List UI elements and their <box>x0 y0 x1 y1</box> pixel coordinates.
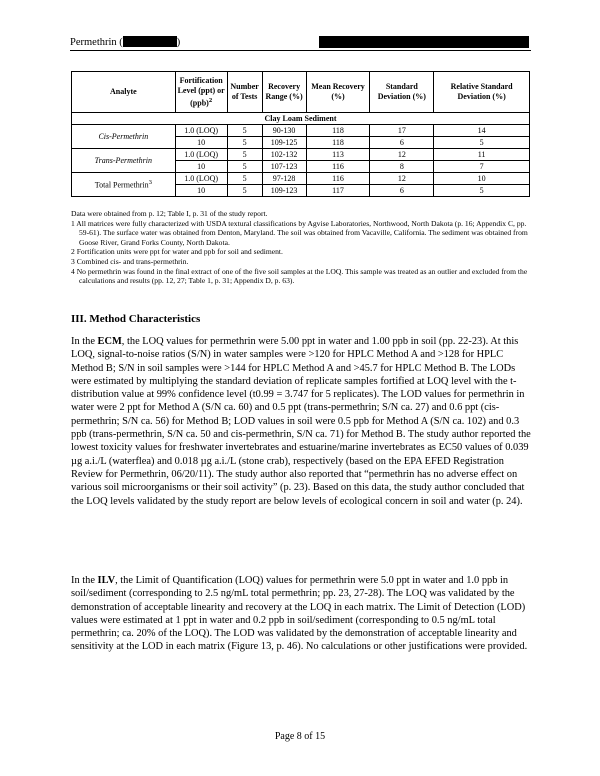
page-number: Page 8 of 15 <box>274 731 326 742</box>
level-cell: 10 <box>175 137 227 149</box>
range-cell: 90-130 <box>262 125 306 137</box>
rsd-cell: 10 <box>434 173 530 185</box>
mean-cell: 117 <box>306 185 370 197</box>
rsd-cell: 7 <box>434 161 530 173</box>
analyte-cell: Cis-Permethrin <box>72 125 176 149</box>
recovery-table <box>71 71 530 197</box>
note-1: 1 All matrices were fully characterized with USDA textural classifications by Agvise Laboratories, Northwood, North Dakota (p. 16; Appendix C, pp. 59-61). The surface water was obtained from Denton, Maryland. The soil was obtained from Vacaville, California. The sediment was obtained from Goose River, Grand Forks County, North Dakota. <box>71 218 528 247</box>
col-rsd: Relative Standard Deviation (%) <box>434 72 530 113</box>
table-notes <box>71 209 533 286</box>
rsd-cell: 5 <box>434 137 530 149</box>
n-cell: 5 <box>227 149 262 161</box>
n-cell: 5 <box>227 173 262 185</box>
level-cell: 10 <box>175 185 227 197</box>
table-row <box>72 173 530 185</box>
sd-cell: 12 <box>370 173 434 185</box>
rsd-cell: 11 <box>434 149 530 161</box>
sd-cell: 8 <box>370 161 434 173</box>
sd-cell: 17 <box>370 125 434 137</box>
mean-cell: 118 <box>306 137 370 149</box>
col-mean-recovery: Mean Recovery (%) <box>306 72 370 113</box>
mean-cell: 116 <box>306 161 370 173</box>
page-header <box>70 36 531 51</box>
redaction-box-right <box>319 36 529 48</box>
sd-cell: 12 <box>370 149 434 161</box>
level-cell: 1.0 (LOQ) <box>175 149 227 161</box>
analyte-cell: Trans-Permethrin <box>72 149 176 173</box>
header-close: ) <box>176 37 181 48</box>
level-cell: 1.0 (LOQ) <box>175 173 227 185</box>
rsd-cell: 14 <box>434 125 530 137</box>
level-cell: 10 <box>175 161 227 173</box>
paragraph-ilv: In the ILV, the Limit of Quantification (LOQ) values for permethrin were 5.0 ppt in water and 1.0 ppb in soil/sediment (corresponding to 2.5 ng/mL total permethrin; pp. 23, 27-28). The LOQ was validated by the demonstration of acceptable linearity and recovery at the LOQ in each matrix. The Limit of Detection (LOD) values were estimated at 1 ppt in water and 0.2 ppb in soil/sediment (corresponding to 0.5 ng/mL total permethrin; ca. 20% of the LOQ). The LOD was validated by the demonstration of acceptable linearity and sensitivity at the LOD in each matrix (Figure 13, p. 46). No calculations or other justifications were provided. <box>71 575 528 653</box>
mean-cell: 113 <box>306 149 370 161</box>
table-section-row <box>72 113 530 125</box>
note-4: 4 No permethrin was found in the final extract of one of the five soil samples at the LOQ. This sample was treated as an outlier and excluded from the calculations and results (pp. 12, 27; Table 1, p. 31; Appendix D, p. 63). <box>71 266 528 286</box>
range-cell: 102-132 <box>262 149 306 161</box>
n-cell: 5 <box>227 125 262 137</box>
col-recovery-range: Recovery Range (%) <box>262 72 306 113</box>
redaction-box <box>123 36 177 47</box>
n-cell: 5 <box>227 185 262 197</box>
mean-cell: 118 <box>306 125 370 137</box>
table-row <box>72 125 530 137</box>
range-cell: 109-123 <box>262 185 306 197</box>
section-title: III. Method Characteristics <box>71 313 201 325</box>
note-source: Data were obtained from p. 12; Table I, p. 31 of the study report. <box>71 209 268 218</box>
col-number-tests: Number of Tests <box>227 72 262 113</box>
table-row <box>72 149 530 161</box>
col-fortification: Fortification Level (ppt) or (ppb)$^2$ <box>175 72 227 113</box>
n-cell: 5 <box>227 137 262 149</box>
col-std-dev: Standard Deviation (%) <box>370 72 434 113</box>
sd-cell: 6 <box>370 185 434 197</box>
range-cell: 97-128 <box>262 173 306 185</box>
col-analyte: Analyte <box>72 72 176 113</box>
rsd-cell: 5 <box>434 185 530 197</box>
mean-cell: 116 <box>306 173 370 185</box>
analyte-cell: Total Permethrin$^3$ <box>72 173 176 197</box>
note-3: 3 Combined cis- and trans-permethrin. <box>71 256 189 266</box>
header-title: Permethrin ( <box>70 37 123 48</box>
note-2: 2 Fortification units were ppt for water and ppb for soil and sediment. <box>71 247 283 257</box>
level-cell: 1.0 (LOQ) <box>175 125 227 137</box>
paragraph-ecm: In the ECM, the LOQ values for permethrin were 5.00 ppt in water and 1.00 ppb in soil (pp. 22-23). At this LOQ, signal-to-noise ratios (S/N) in water samples were >120 for HPLC Method A and >128 for HPLC Method B; S/N in soil samples were >144 for HPLC Method A and >45.7 for HPLC Method B. The LODs were estimated by multiplying the standard deviation of replicate samples fortified at LOQ level with the t-distribution value at 99% confidence level (t0.99 = 3.747 for 5 replicates). The LOD values for permethrin in water were 2 ppt for Method A (S/N ca. 60) and 0.5 ppt (trans-permethrin; S/N ca. 27) and 0.6 ppt (cis-permethrin; S/N ca. 56) for Method B; LOD values in soil were 0.5 ppb for Method A (S/N ca. 102) and 0.3 ppb (trans-permethrin, S/N ca. 50 and cis-permethrin, S/N ca. 71) for Method B. The study author reported the lowest toxicity values for freshwater invertebrates and estuarine/marine invertebrates as EC50 values of 0.039 µg a.i./L (waterflea) and 0.018 µg a.i./L (stone crab), respectively (based on the EPA EFED Registration Review for Permethrin, 06/20/11). The study author also reported that “permethrin has no adverse effect on various soil microorganisms or their soil activity” (p. 23). Based on this data, the study author concluded that the LOQ levels validated by the study report are below levels of ecological concern in soil and water (p. 24). <box>71 336 531 507</box>
section-label: Clay Loam Sediment <box>72 113 530 125</box>
range-cell: 109-125 <box>262 137 306 149</box>
n-cell: 5 <box>227 161 262 173</box>
table-header-row <box>72 72 530 113</box>
sd-cell: 6 <box>370 137 434 149</box>
range-cell: 107-123 <box>262 161 306 173</box>
